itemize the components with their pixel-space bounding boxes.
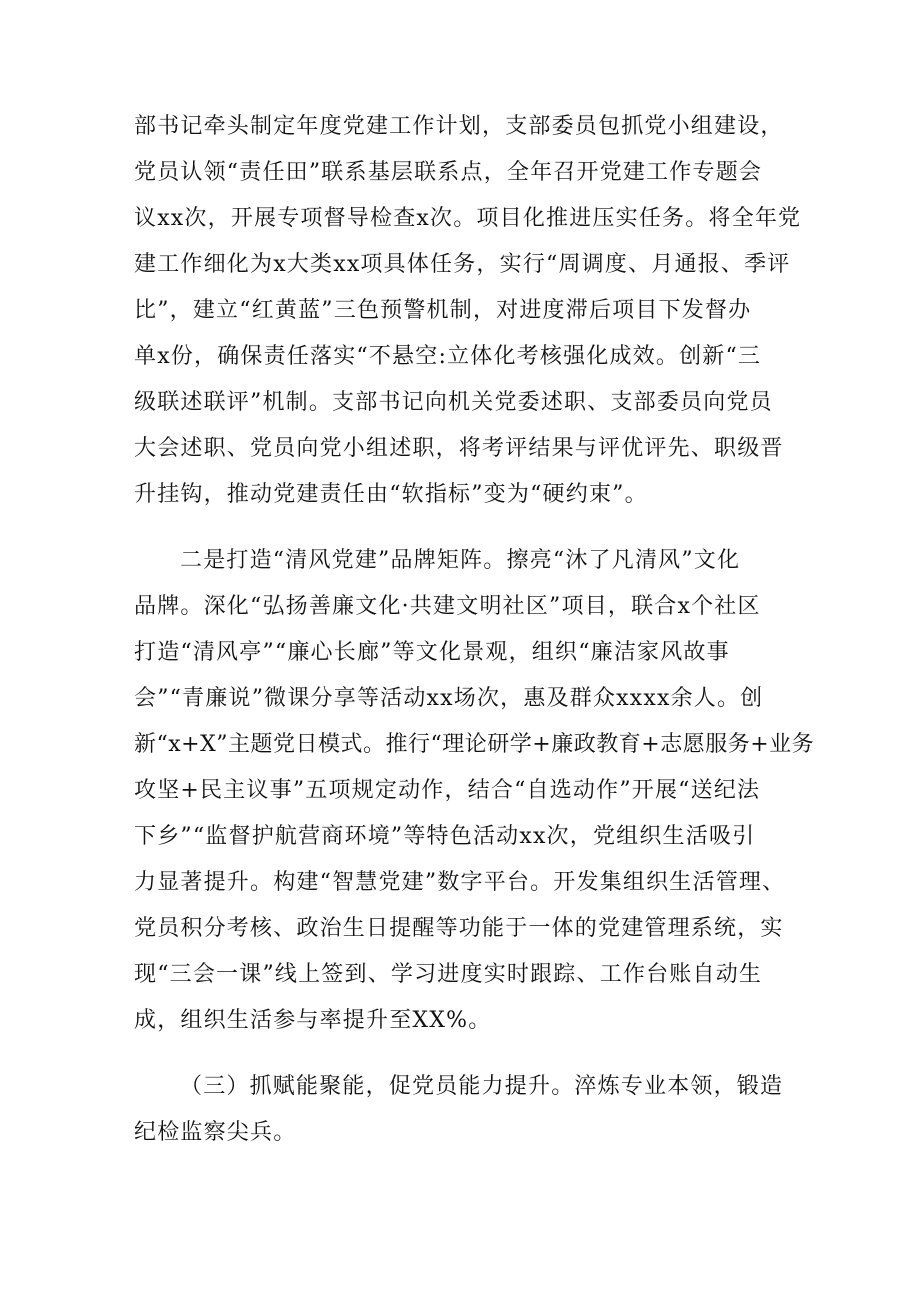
paragraph-1-line-8: 大会述职、党员向党小组述职，将考评结果与评优评先、职级晋: [134, 436, 784, 461]
paragraph-1-line-1: 部书记牵头制定年度党建工作计划，支部委员包抓党小组建设，: [134, 114, 784, 139]
paragraph-1-line-7: 级联述联评”机制。支部书记向机关党委述职、支部委员向党员: [134, 390, 773, 415]
paragraph-2-line-4: 会”“青廉说”微课分享等活动xx场次，惠及群众xxxx余人。创: [134, 686, 764, 711]
paragraph-2-line-8: 力显著提升。构建“智慧党建”数字平台。开发集组织生活管理、: [134, 870, 786, 895]
paragraph-2-line-10: 现“三会一课”线上签到、学习进度实时跟踪、工作台账自动生: [134, 962, 763, 987]
section-heading-line-1: （三）抓赋能聚能，促党员能力提升。淬炼专业本领，锻造: [180, 1074, 784, 1099]
paragraph-2-line-1: 二是打造“清风党建”品牌矩阵。擦亮“沐了凡清风”文化: [180, 548, 741, 573]
section-heading-line-2: 纪检监察尖兵。: [134, 1120, 297, 1145]
paragraph-1-line-9: 升挂钩，推动党建责任由“软指标”变为“硬约束”。: [134, 482, 648, 507]
paragraph-2-line-5: 新“x+X”主题党日模式。推行“理论研学+廉政教育+志愿服务+业务: [134, 732, 815, 757]
paragraph-2-line-11: 成，组织生活参与率提升至XX%。: [134, 1008, 492, 1033]
paragraph-2-line-9: 党员积分考核、政治生日提醒等功能于一体的党建管理系统，实: [134, 916, 784, 941]
paragraph-2-line-2: 品牌。深化“弘扬善廉文化·共建文明社区”项目，联合x个社区: [134, 594, 761, 619]
paragraph-2-line-3: 打造“清风亭”“廉心长廊”等文化景观，组织“廉洁家风故事: [134, 640, 730, 665]
paragraph-1-line-3: 议xx次，开展专项督导检查x次。项目化推进压实任务。将全年党: [134, 206, 802, 231]
paragraph-1-line-4: 建工作细化为x大类xx项具体任务，实行“周调度、月通报、季评: [134, 252, 791, 277]
paragraph-1-line-5: 比”，建立“红黄蓝”三色预警机制，对进度滞后项目下发督办: [134, 298, 752, 323]
paragraph-1-line-2: 党员认领“责任田”联系基层联系点，全年召开党建工作专题会: [134, 160, 763, 185]
paragraph-1-line-6: 单x份，确保责任落实“不悬空:立体化考核强化成效。创新“三: [134, 344, 762, 369]
paragraph-2-line-6: 攻坚+民主议事”五项规定动作，结合“自选动作”开展“送纪法: [134, 778, 761, 803]
paragraph-2-line-7: 下乡”“监督护航营商环境”等特色活动xx次，党组织生活吸引: [134, 824, 756, 849]
